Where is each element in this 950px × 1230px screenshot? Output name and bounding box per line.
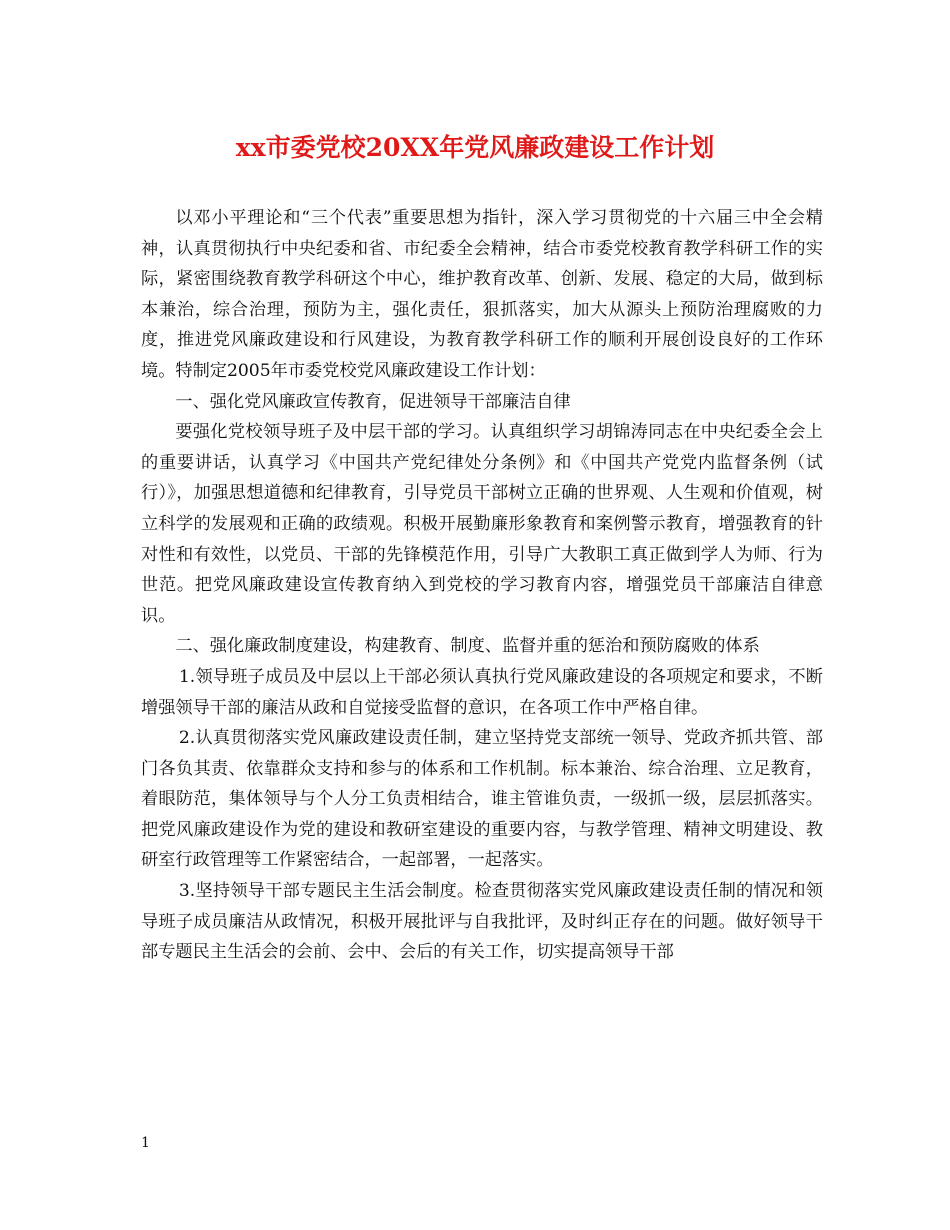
section-heading-1: 一、强化党风廉政宣传教育，促进领导干部廉洁自律 <box>175 391 571 412</box>
paragraph-item-3: 3.坚持领导干部专题民主生活会制度。检查贯彻落实党风廉政建设责任制的情况和领导班子成员廉洁从政情况，积极开展批评与自我批评，及时纠正存在的问题。做好领导干部专题民主生活会的会前、会中、会后的有关工作，切实提高领导干部 <box>141 881 823 963</box>
document-body <box>141 203 823 968</box>
section-heading-2: 二、强化廉政制度建设，构建教育、制度、监督并重的惩治和预防腐败的体系 <box>175 636 760 657</box>
paragraph-intro: 以邓小平理论和“三个代表”重要思想为指针，深入学习贯彻党的十六届三中全会精神，认真贯彻执行中央纪委和省、市纪委全会精神，结合市委党校教育教学科研工作的实际，紧密围绕教育教学科研这个中心，维护教育改革、创新、发展、稳定的大局，做到标本兼治，综合治理，预防为主，强化责任，狠抓落实，加大从源头上预防治理腐败的力度，推进党风廉政建设和行风建设，为教育教学科研工作的顺利开展创设良好的工作环境。特制定2005年市委党校党风廉政建设工作计划： <box>141 208 823 381</box>
page-number: 1 <box>141 1135 150 1151</box>
document-title: xx市委党校20XX年党风廉政建设工作计划 <box>235 133 715 162</box>
paragraph-section-1: 要强化党校领导班子及中层干部的学习。认真组织学习胡锦涛同志在中央纪委全会上的重要讲话，认真学习《中国共产党纪律处分条例》和《中国共产党党内监督条例（试行）》，加强思想道德和纪律教育，引导党员干部树立正确的世界观、人生观和价值观，树立科学的发展观和正确的政绩观。积极开展勤廉形象教育和案例警示教育，增强教育的针对性和有效性，以党员、干部的先锋模范作用，引导广大教职工真正做到学人为师、行为世范。把党风廉政建设宣传教育纳入到党校的学习教育内容，增强党员干部廉洁自律意识。 <box>141 422 823 626</box>
paragraph-item-1: 1.领导班子成员及中层以上干部必须认真执行党风廉政建设的各项规定和要求，不断增强领导干部的廉洁从政和自觉接受监督的意识，在各项工作中严格自律。 <box>141 666 823 718</box>
paragraph-item-2: 2.认真贯彻落实党风廉政建设责任制，建立坚持党支部统一领导、党政齐抓共管、部门各负其责、依靠群众支持和参与的体系和工作机制。标本兼治、综合治理、立足教育，着眼防范，集体领导与个人分工负责相结合，谁主管谁负责，一级抓一级，层层抓落实。把党风廉政建设作为党的建设和教研室建设的重要内容，与教学管理、精神文明建设、教研室行政管理等工作紧密结合，一起部署，一起落实。 <box>141 728 823 871</box>
